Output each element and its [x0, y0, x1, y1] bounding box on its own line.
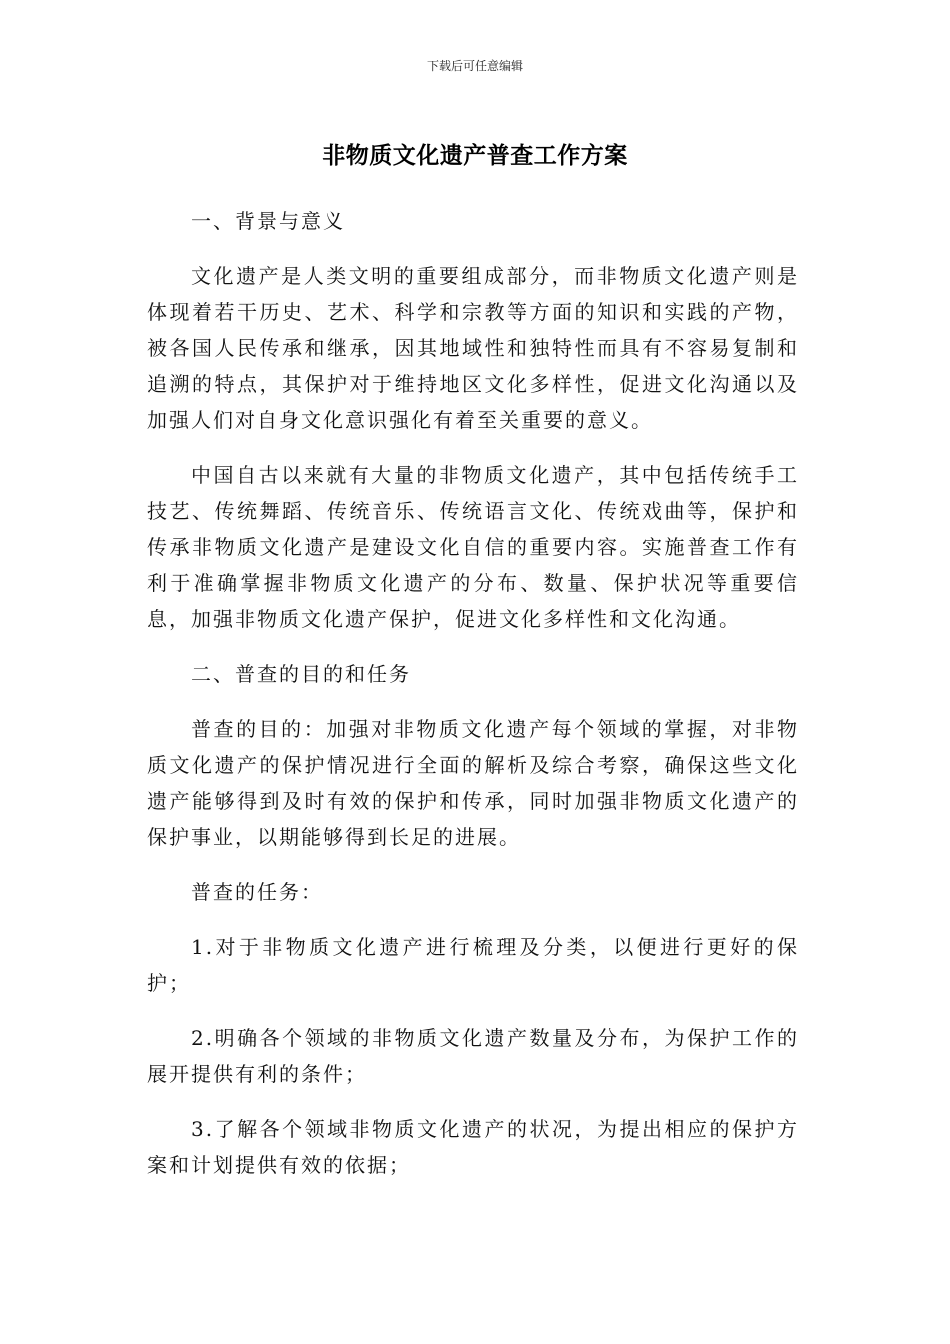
paragraph-survey-purpose: 普查的目的：加强对非物质文化遗产每个领域的掌握，对非物质文化遗产的保护情况进行全面的解析及综合考察，确保这些文化遗产能够得到及时有效的保护和传承，同时加强非物质文化遗产的保护事业，以期能够得到长足的进展。: [147, 717, 799, 849]
task-item: 3.了解各个领域非物质文化遗产的状况，为提出相应的保护方案和计划提供有效的依据；: [147, 1117, 799, 1177]
document-body: [147, 203, 799, 1202]
paragraph-tasks-label: 普查的任务：: [191, 880, 323, 904]
document-title: 非物质文化遗产普查工作方案: [322, 143, 628, 169]
paragraph-china-heritage: 中国自古以来就有大量的非物质文化遗产，其中包括传统手工技艺、传统舞蹈、传统音乐、传统语言文化、传统戏曲等，保护和传承非物质文化遗产是建设文化自信的重要内容。实施普查工作有利于准确掌握非物质文化遗产的分布、数量、保护状况等重要信息，加强非物质文化遗产保护，促进文化多样性和文化沟通。: [147, 463, 799, 631]
section-heading-background: 一、背景与意义: [191, 209, 345, 233]
task-item: 1.对于非物质文化遗产进行梳理及分类，以便进行更好的保护；: [147, 935, 799, 995]
section-heading-purpose-tasks: 二、普查的目的和任务: [191, 662, 411, 686]
paragraph-heritage-significance: 文化遗产是人类文明的重要组成部分，而非物质文化遗产则是体现着若干历史、艺术、科学和宗教等方面的知识和实践的产物，被各国人民传承和继承，因其地域性和独特性而具有不容易复制和追溯的特点，其保护对于维持地区文化多样性，促进文化沟通以及加强人们对自身文化意识强化有着至关重要的意义。: [147, 264, 799, 432]
header-note: 下载后可任意编辑: [426, 59, 523, 73]
task-item: 2.明确各个领域的非物质文化遗产数量及分布，为保护工作的展开提供有利的条件；: [147, 1026, 799, 1086]
